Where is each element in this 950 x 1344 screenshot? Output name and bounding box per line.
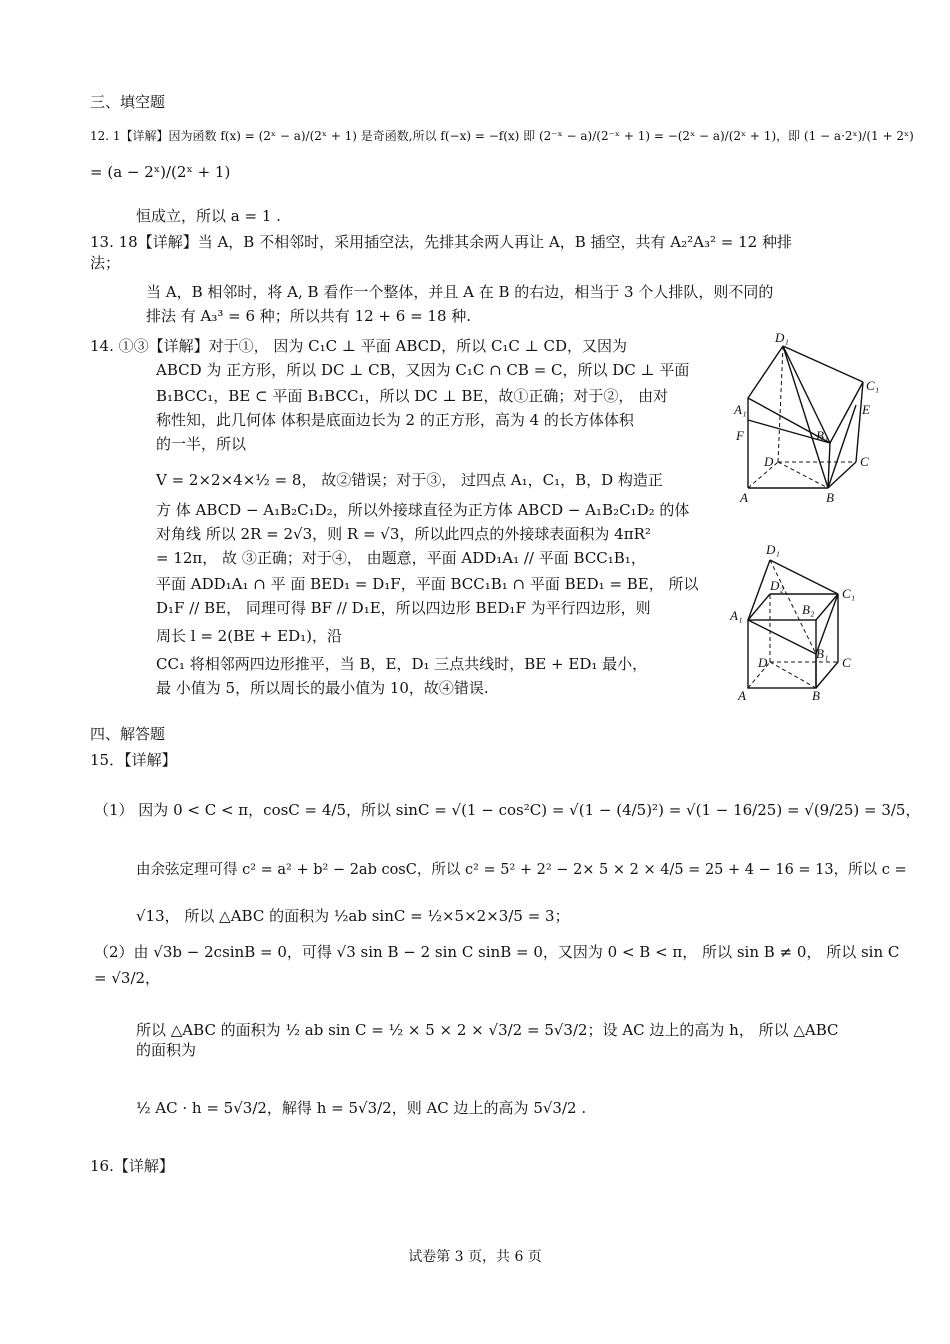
q14-line: CC₁ 将相邻两四边形推平，当 B，E，D₁ 三点共线时，BE + ED₁ 最小， (156, 655, 648, 673)
section-title-solutions: 四、解答题 (90, 725, 166, 743)
q14-line: 方 体 ABCD − A₁B₂C₁D₂，所以外接球直径为正方体 ABCD − A₁B₂C₁D₂ 的体 (156, 501, 690, 519)
q13-line3: 当 A，B 相邻时，将 A, B 看作一个整体，并且 A 在 B 的右边，相当于 3 个人排队，则不同的 (146, 283, 774, 301)
q14-line: 最 小值为 5，所以周长的最小值为 10，故④错误. (156, 679, 489, 697)
fig1-label: F (736, 428, 744, 443)
fig2-label: A (738, 688, 746, 703)
q15-p7: 的面积为 (136, 1041, 197, 1059)
figure-2-cube (728, 540, 888, 705)
q14-line: B₁BCC₁，BE ⊂ 平面 B₁BCC₁，所以 DC ⊥ BE，故①正确；对于②， 由对 (156, 387, 669, 405)
q15-p3: √13， 所以 △ABC 的面积为 ½ab sinC = ½×5×2×3/5 = 3； (136, 907, 570, 925)
fig2-label: B₁ (816, 646, 829, 661)
q14-line: = 12π， 故 ③正确；对于④， 由题意，平面 ADD₁A₁ // 平面 BCC₁B₁， (156, 549, 646, 567)
fig1-label: C (860, 454, 869, 469)
fig1-label: D (764, 454, 774, 469)
q15-p8: ½ AC · h = 5√3/2，解得 h = 5√3/2，则 AC 边上的高为 5√3/2 . (136, 1099, 587, 1117)
fig2-label: D₁ (766, 542, 780, 557)
fig1-label: A₁ (734, 402, 747, 417)
page-footer: 试卷第 3 页，共 6 页 (408, 1249, 542, 1265)
q14-line: 的一半，所以 (156, 435, 247, 453)
fig1-label: D₁ (775, 330, 789, 345)
q14-line: 称性知，此几何体 体积是底面边长为 2 的正方形，高为 4 的长方体体积 (156, 411, 634, 429)
q15-p2: 由余弦定理可得 c² = a² + b² − 2ab cosC，所以 c² = 5² + 2² − 2× 5 × 2 × 4/5 = 25 + 4 − 16 = 13，所以 c = (136, 862, 907, 878)
section-title-fill-in: 三、填空题 (90, 93, 166, 111)
fig1-label: B₁ (816, 428, 829, 443)
q14-line: D₁F // BE， 同理可得 BF // D₁E，所以四边形 BED₁F 为平行四边形，则 (156, 599, 651, 617)
fig2-label: B (812, 688, 820, 703)
q15-p1: （1） 因为 0 < C < π，cosC = 4/5，所以 sinC = √(1 − cos²C) = √(1 − (4/5)²) = √(1 − 16/25) = √(9/25) = 3/5， (94, 801, 921, 819)
q13-line4: 排法 有 A₃³ = 6 种；所以共有 12 + 6 = 18 种. (146, 307, 472, 325)
fig2-label: C (842, 655, 851, 670)
fig1-label: E (862, 402, 870, 417)
figure-1-polyhedron (728, 330, 888, 510)
q16-head: 16.【详解】 (90, 1157, 174, 1175)
fig2-label: D₂ (770, 578, 784, 593)
q14-line: V = 2×2×4×½ = 8， 故②错误；对于③， 过四点 A₁，C₁，B，D 构造正 (156, 471, 663, 489)
q13-line1: 13. 18【详解】当 A，B 不相邻时，采用插空法，先排其余两人再让 A，B 插空，共有 A₂²A₃² = 12 种排 (90, 233, 792, 251)
q12-line1: 12. 1【详解】因为函数 f(x) = (2ˣ − a)/(2ˣ + 1) 是奇函数,所以 f(−x) = −f(x) 即 (2⁻ˣ − a)/(2⁻ˣ + 1) = −(2ˣ − a)/(2ˣ + 1)，即 (1 − a·2ˣ)/(1 + 2ˣ) (90, 129, 914, 143)
fig1-label: C₁ (866, 378, 880, 393)
fig1-label: A (740, 490, 748, 505)
q14-line: ABCD 为 正方形，所以 DC ⊥ CB，又因为 C₁C ∩ CB = C，所以 DC ⊥ 平面 (156, 361, 690, 379)
q14-line: 平面 ADD₁A₁ ∩ 平 面 BED₁ = D₁F，平面 BCC₁B₁ ∩ 平面 BED₁ = BE， 所以 (156, 575, 699, 593)
fig2-label: B₂ (802, 602, 815, 617)
q15-p4: （2）由 √3b − 2csinB = 0，可得 √3 sin B − 2 sin C sinB = 0，又因为 0 < B < π， 所以 sin B ≠ 0， 所以 sin C (94, 943, 900, 961)
q15-head: 15．【详解】 (90, 751, 177, 769)
fig2-label: C₁ (842, 586, 856, 601)
q14-line: 14. ①③【详解】对于①， 因为 C₁C ⊥ 平面 ABCD，所以 C₁C ⊥ CD，又因为 (90, 337, 628, 355)
q15-p5: = √3/2， (94, 969, 161, 987)
q15-p6: 所以 △ABC 的面积为 ½ ab sin C = ½ × 5 × 2 × √3/2 = 5√3/2；设 AC 边上的高为 h， 所以 △ABC (136, 1021, 839, 1039)
fig2-label: A₁ (730, 608, 743, 623)
q12-line2: = (a − 2ˣ)/(2ˣ + 1) (90, 163, 231, 181)
fig1-label: B (826, 490, 834, 505)
q14-line: 周长 l = 2(BE + ED₁)，沿 (156, 627, 342, 645)
q12-line3: 恒成立，所以 a = 1 . (136, 207, 281, 225)
fig2-label: D (758, 655, 768, 670)
q14-line: 对角线 所以 2R = 2√3，则 R = √3，所以此四点的外接球表面积为 4πR² (156, 525, 651, 543)
q13-line2: 法； (90, 254, 121, 272)
